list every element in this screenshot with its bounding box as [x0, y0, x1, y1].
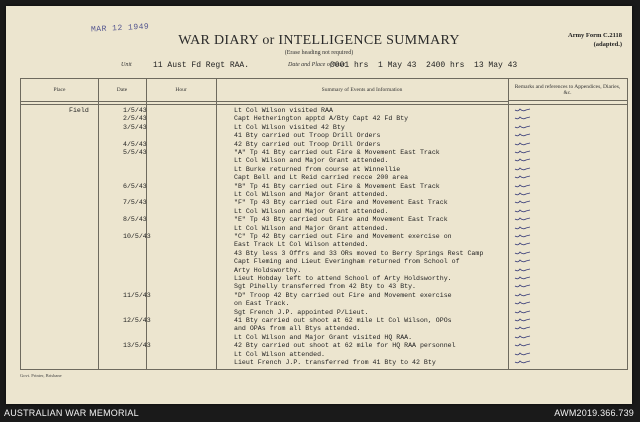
diary-entry: [21, 359, 627, 367]
header-place: Place: [21, 79, 98, 102]
entry-date: 4/5/43: [123, 140, 147, 148]
unit-label: Unit: [121, 62, 132, 68]
entry-date: 13/5/43: [123, 342, 151, 350]
entry-text: Lt Col Wilson and Major Grant attended.: [234, 224, 389, 232]
unit-value: 11 Aust Fd Regt RAA.: [153, 61, 250, 70]
diary-entry: [21, 225, 627, 233]
remark-tick-mark: [514, 124, 532, 130]
entry-text: "B" Tp 41 Bty carried out Fire & Movement East Track: [234, 182, 440, 190]
entry-text: 42 Bty carried out shoot at 62 mile for HQ RAA personnel: [234, 342, 456, 350]
entry-text: 41 Bty carried out Troop Drill Orders: [234, 132, 381, 140]
entry-date: 1/5/43: [123, 107, 147, 114]
diary-entry: [21, 233, 627, 241]
diary-entry: [21, 183, 627, 191]
entry-text: Lt Col Wilson visited RAA: [234, 107, 333, 114]
entry-text: "D" Troop 42 Bty carried out Fire and Movement exercise: [234, 291, 452, 299]
entry-date: 12/5/43: [123, 317, 151, 324]
entry-date: 7/5/43: [123, 199, 147, 207]
diary-entry: [21, 325, 627, 333]
remark-tick-mark: [514, 317, 532, 323]
entry-date: 8/5/43: [123, 216, 147, 224]
entry-date: 5/5/43: [123, 149, 147, 156]
entry-text: Lt Col Wilson attended.: [234, 350, 326, 358]
entry-text: Lt Burke returned from course at Winnellie: [234, 165, 401, 173]
remark-tick-mark: [514, 199, 532, 205]
diary-entry: [21, 309, 627, 317]
entry-text: Sgt French J.P. appointed P/Lieut.: [234, 308, 369, 316]
entry-text: Lt Col Wilson and Major Grant attended.: [234, 207, 389, 215]
remark-tick-mark: [514, 300, 532, 306]
diary-entry: [21, 334, 627, 342]
diary-entry: [21, 292, 627, 300]
army-form-id: [568, 31, 622, 49]
diary-entry: [21, 107, 627, 115]
entry-text: Lt Col Wilson and Major Grant attended.: [234, 157, 389, 165]
entry-text: Arty Holdsworthy.: [234, 266, 302, 274]
diary-entry: [21, 124, 627, 132]
remark-tick-mark: [514, 267, 532, 273]
remark-tick-mark: [514, 107, 532, 113]
remark-tick-mark: [514, 250, 532, 256]
accession-number: AWM2019.366.739: [554, 408, 634, 418]
dates-label: Date and Place of Issue: [288, 62, 346, 68]
document-title: WAR DIARY or INTELLIGENCE SUMMARY: [178, 33, 460, 48]
entry-text: Lieut Hobday left to attend School of Arty Holdsworthy.: [234, 275, 452, 282]
diary-entry: [21, 149, 627, 157]
document-subtitle: (Erase heading not required): [284, 50, 354, 56]
remark-tick-mark: [514, 132, 532, 138]
header-remarks: Remarks and references to Appendices, Diaries, &c.: [508, 79, 627, 101]
entry-text: Lieut French J.P. transferred from 41 Bty to 42 Bty: [234, 359, 436, 366]
entry-text: "A" Tp 41 Bty carried out Fire & Movement East Track: [234, 149, 440, 156]
diary-entry: [21, 351, 627, 359]
remark-tick-mark: [514, 174, 532, 180]
entry-text: Capt Fleming and Lieut Everingham returned from School of: [234, 258, 460, 266]
diary-entry: [21, 208, 627, 216]
entry-text: 42 Bty carried out Troop Drill Orders: [234, 140, 381, 148]
entry-text: on East Track.: [234, 300, 290, 308]
remark-tick-mark: [514, 216, 532, 222]
header-hour: Hour: [146, 79, 216, 102]
received-stamp: MAR 12 1949: [90, 22, 150, 35]
diary-entry: [21, 115, 627, 123]
remark-tick-mark: [514, 233, 532, 239]
form-number: Army Form C.2118: [568, 32, 622, 39]
remark-tick-mark: [514, 283, 532, 289]
remark-tick-mark: [514, 325, 532, 331]
diary-entry: [21, 166, 627, 174]
diary-table: [20, 78, 628, 370]
entry-text: Sgt Pihelly transferred from 42 Bty to 43 Bty.: [234, 283, 417, 291]
diary-entry: [21, 132, 627, 140]
entry-date: 6/5/43: [123, 182, 147, 190]
remark-tick-mark: [514, 157, 532, 163]
entry-text: "F" Tp 43 Bty carried out Fire and Movement East Track: [234, 199, 448, 207]
diary-entry: [21, 199, 627, 207]
printer-imprint: Govt. Printer, Brisbane: [20, 373, 62, 378]
header-date: Date: [98, 79, 146, 102]
remark-tick-mark: [514, 342, 532, 348]
diary-entry: [21, 250, 627, 258]
entry-date: 11/5/43: [123, 291, 151, 299]
entry-text: Lt Col Wilson visited 42 Bty: [234, 123, 345, 131]
entry-place: Field: [69, 107, 89, 114]
remark-tick-mark: [514, 359, 532, 365]
remark-tick-mark: [514, 149, 532, 155]
diary-entry: [21, 258, 627, 266]
entry-date: 3/5/43: [123, 123, 147, 131]
entry-date: 2/5/43: [123, 115, 147, 123]
diary-entry: [21, 141, 627, 149]
diary-entry: [21, 300, 627, 308]
entry-text: and OPAs from all Btys attended.: [234, 325, 361, 333]
remark-tick-mark: [514, 141, 532, 147]
remark-tick-mark: [514, 208, 532, 214]
entry-text: East Track Lt Col Wilson attended.: [234, 241, 369, 249]
header-rule: [21, 104, 627, 105]
entry-text: Lt Col Wilson and Major Grant visited HQ RAA.: [234, 333, 413, 341]
dates-value: 0001 hrs 1 May 43 2400 hrs 13 May 43: [330, 61, 518, 70]
entry-text: Capt Hetherington apptd A/Bty Capt 42 Fd Bty: [234, 115, 409, 123]
remark-tick-mark: [514, 275, 532, 281]
remark-tick-mark: [514, 191, 532, 197]
header-summary: Summary of Events and Information: [216, 79, 508, 102]
remark-tick-mark: [514, 166, 532, 172]
archive-caption: AUSTRALIAN WAR MEMORIAL: [4, 408, 139, 418]
remark-tick-mark: [514, 115, 532, 121]
remark-tick-mark: [514, 241, 532, 247]
remark-tick-mark: [514, 183, 532, 189]
entry-text: "C" Tp 42 Bty carried out Fire and Movement exercise on: [234, 233, 452, 240]
diary-sheet: [6, 6, 632, 404]
remark-tick-mark: [514, 351, 532, 357]
remark-tick-mark: [514, 292, 532, 298]
form-adapted: (adapted.): [593, 41, 622, 48]
diary-entry: [21, 174, 627, 182]
diary-entry: [21, 191, 627, 199]
entry-text: 41 Bty carried out shoot at 62 mile Lt Col Wilson, OPOs: [234, 317, 452, 324]
diary-entry: [21, 342, 627, 350]
entry-text: Lt Col Wilson and Major Grant attended.: [234, 191, 389, 198]
diary-entry: [21, 267, 627, 275]
entry-date: 10/5/43: [123, 233, 151, 240]
diary-entry: [21, 157, 627, 165]
remark-tick-mark: [514, 334, 532, 340]
diary-entry: [21, 275, 627, 283]
diary-entry: [21, 317, 627, 325]
entry-text: Capt Bell and Lt Reid carried recce 200 area: [234, 174, 409, 182]
entry-text: "E" Tp 43 Bty carried out Fire and Movement East Track: [234, 216, 448, 224]
remark-tick-mark: [514, 225, 532, 231]
diary-entry: [21, 283, 627, 291]
diary-entry: [21, 241, 627, 249]
remark-tick-mark: [514, 309, 532, 315]
entry-text: 43 Bty less 3 Offrs and 33 ORs moved to Berry Springs Rest Camp: [234, 249, 484, 257]
remark-tick-mark: [514, 258, 532, 264]
diary-entry: [21, 216, 627, 224]
